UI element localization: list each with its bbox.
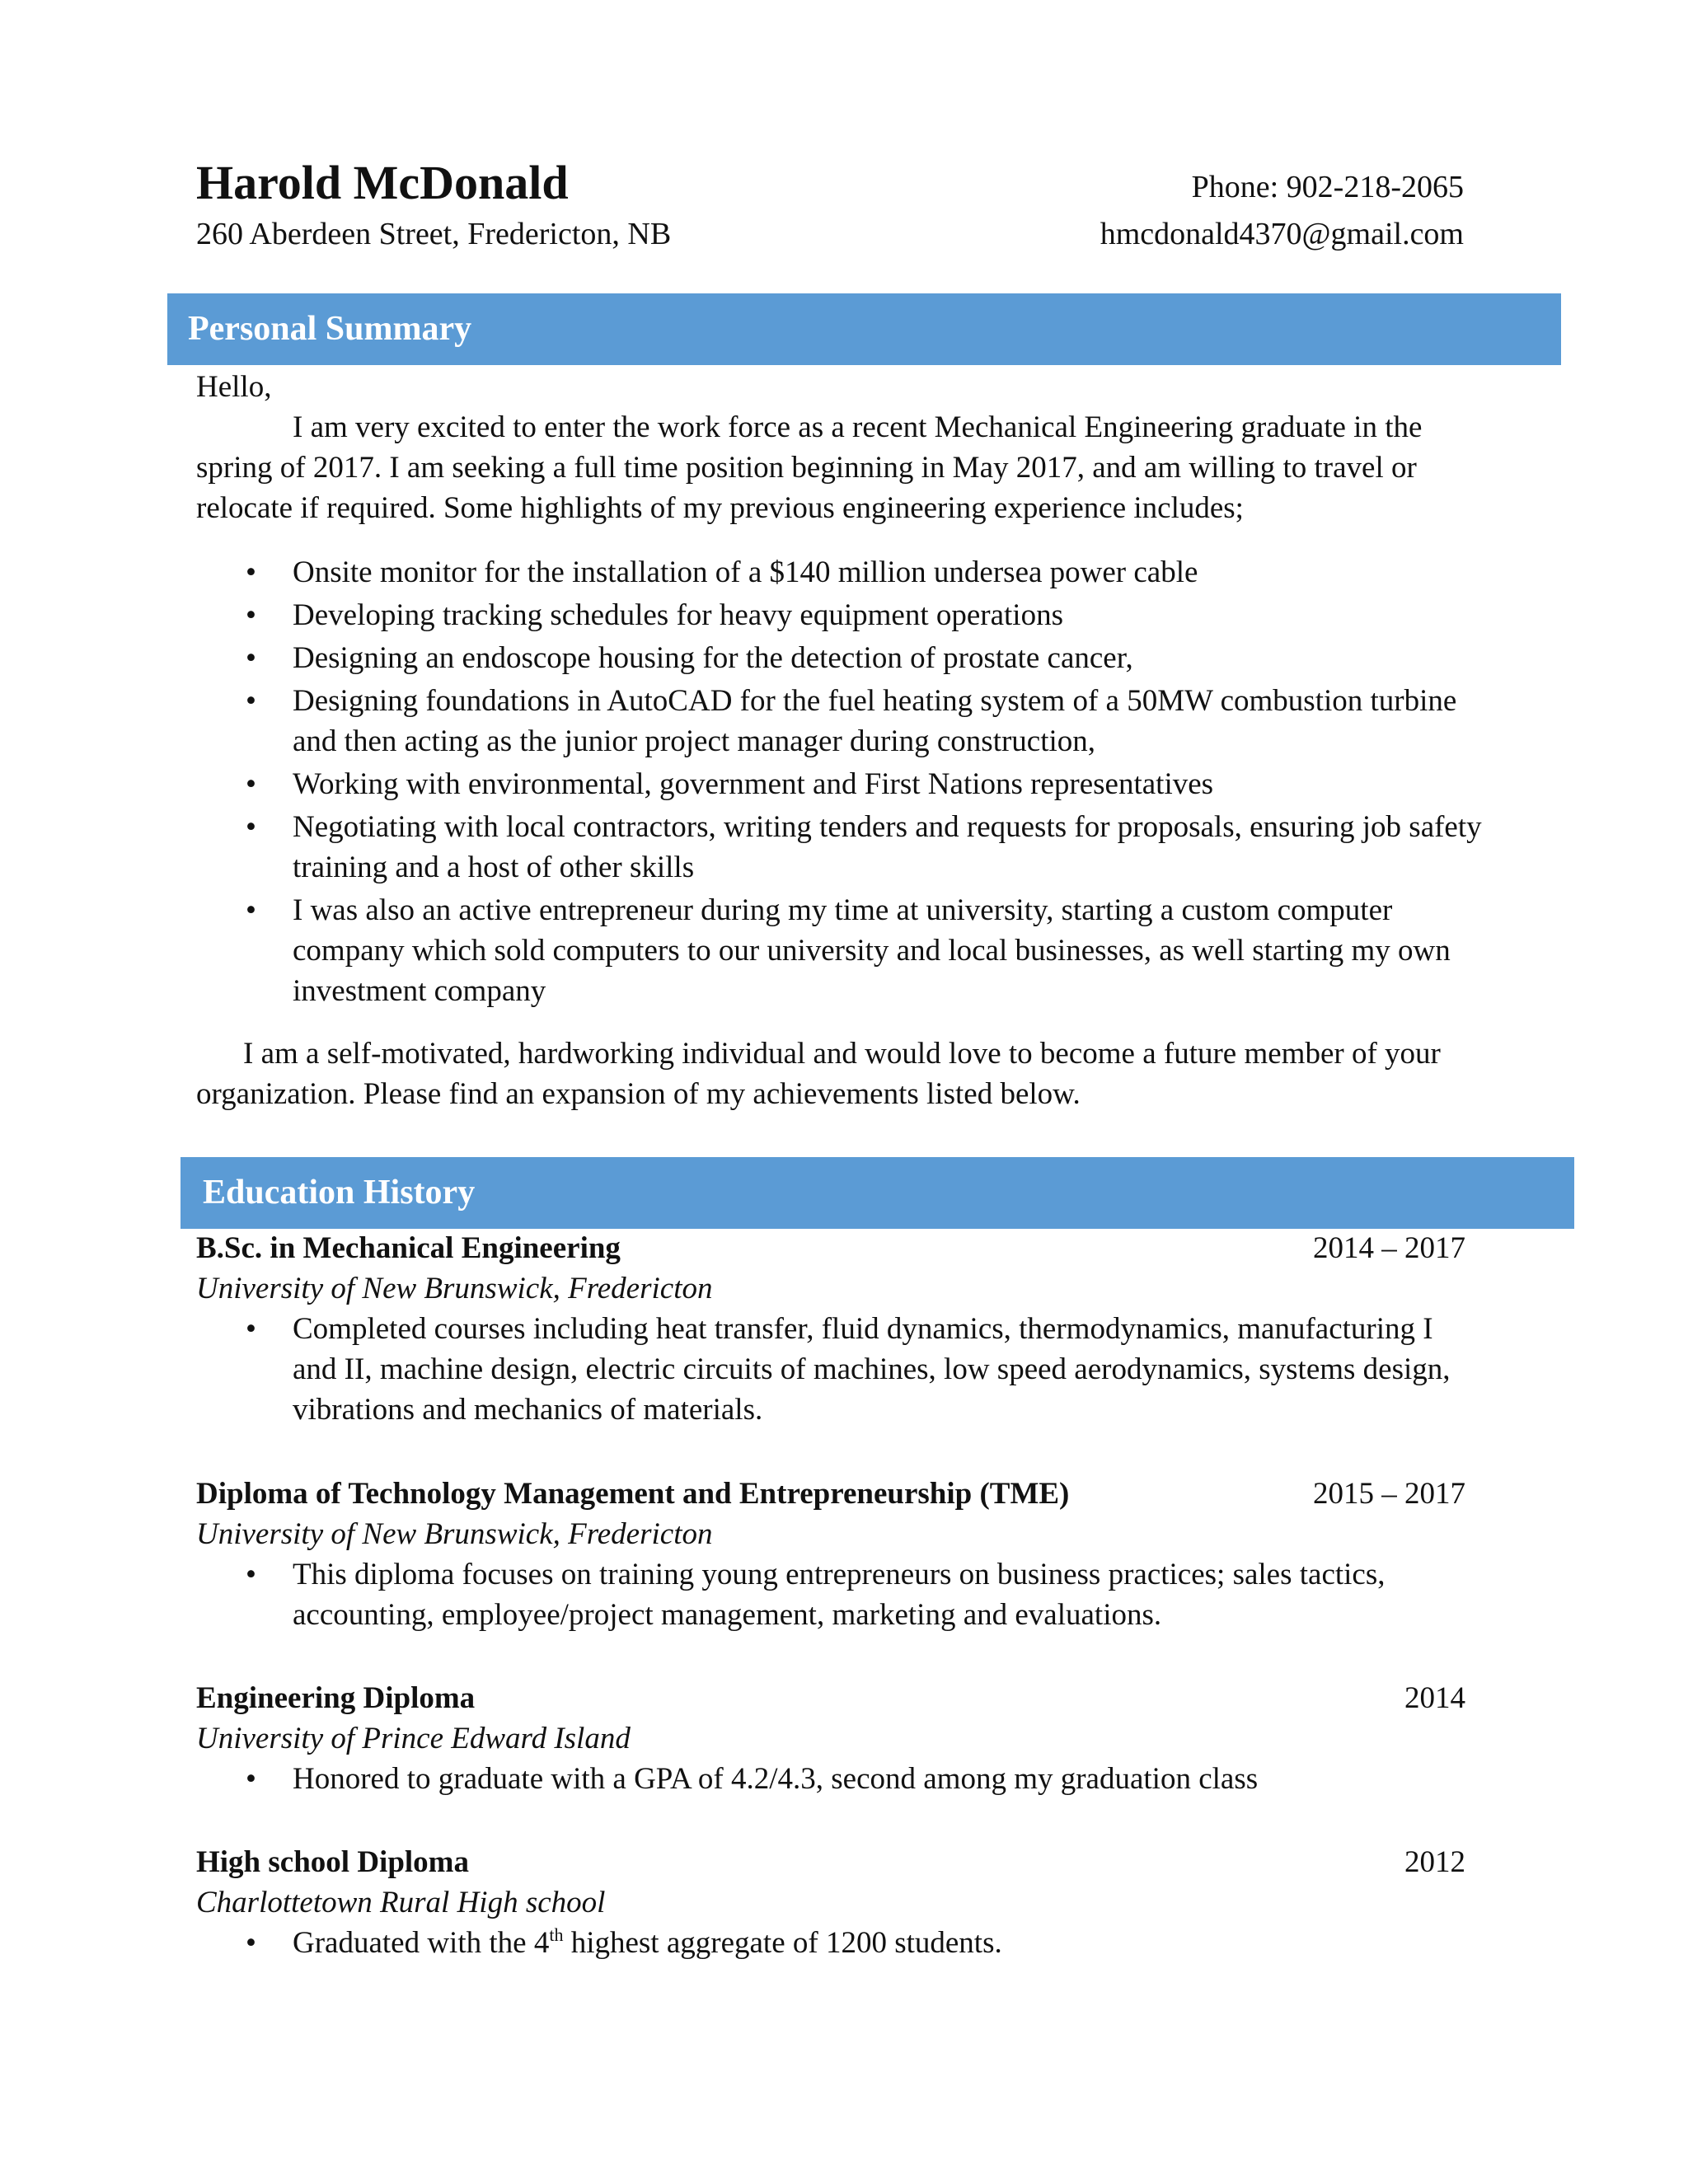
list-item (196, 681, 1482, 762)
candidate-name: Harold McDonald (196, 156, 569, 209)
list-item-text: Designing foundations in AutoCAD for the fuel heating system of a 50MW combustion turbine and then acting as the junior project manager during construction, (293, 684, 1457, 758)
degree-title: Diploma of Technology Management and Entrepreneurship (TME) (196, 1477, 1070, 1511)
list-item-text (293, 1926, 1002, 1960)
list-item (196, 807, 1482, 888)
list-item-text-start: Graduated with the 4 (293, 1926, 550, 1960)
bullet-icon: • (246, 684, 256, 718)
list-item-text: Onsite monitor for the installation of a $140 million undersea power cable (293, 555, 1198, 589)
institution-name: University of New Brunswick, Fredericton (196, 1517, 713, 1551)
institution-name: University of New Brunswick, Fredericton (196, 1272, 713, 1305)
bullet-icon: • (246, 1926, 256, 1960)
list-item (196, 890, 1482, 1011)
list-item (196, 1759, 1465, 1799)
bullet-icon: • (246, 1762, 256, 1796)
summary-intro: I am very excited to enter the work force as a recent Mechanical Engineering graduate in the spring of 2017. I am seeking a full time position beginning in May 2017, and am willing to travel or relocate if required. Some highlights of my previous engineering experience includes; (196, 410, 1423, 525)
degree-years: 2014 – 2017 (1313, 1231, 1465, 1265)
list-item-text: Negotiating with local contractors, writing tenders and requests for proposals, ensuring job safety training and a host of other skills (293, 810, 1482, 884)
institution-name: Charlottetown Rural High school (196, 1886, 606, 1919)
list-item-text: I was also an active entrepreneur during my time at university, starting a custom computer company which sold computers to our university and local businesses, as well starting my own investment company (293, 893, 1451, 1008)
list-item-text: Completed courses including heat transfer, fluid dynamics, thermodynamics, manufacturing I and II, machine design, electric circuits of machines, low speed aerodynamics, systems design, vibrations and mechanics of materials. (293, 1312, 1451, 1427)
degree-years: 2012 (1404, 1845, 1465, 1879)
list-item-text: Honored to graduate with a GPA of 4.2/4.3, second among my graduation class (293, 1762, 1259, 1796)
summary-greeting: Hello, (196, 370, 272, 404)
list-item-text: Designing an endoscope housing for the detection of prostate cancer, (293, 641, 1133, 675)
bullet-icon: • (246, 1558, 256, 1591)
education-details-list (196, 1309, 1465, 1430)
institution-name: University of Prince Edward Island (196, 1722, 631, 1755)
education-details-list (196, 1554, 1465, 1635)
degree-title: Engineering Diploma (196, 1681, 476, 1715)
education-entry (196, 1228, 1465, 1432)
bullet-icon: • (246, 810, 256, 844)
education-entry (196, 1474, 1465, 1638)
email-address: hmcdonald4370@gmail.com (1100, 217, 1464, 251)
list-item (196, 638, 1482, 678)
degree-title: B.Sc. in Mechanical Engineering (196, 1231, 621, 1265)
education-history-heading: Education History (181, 1157, 1574, 1229)
bullet-icon: • (246, 1312, 256, 1346)
education-entry (196, 1678, 1465, 1802)
ordinal-suffix: th (549, 1924, 564, 1945)
home-address: 260 Aberdeen Street, Fredericton, NB (196, 217, 672, 251)
list-item-text-end: highest aggregate of 1200 students. (563, 1926, 1002, 1960)
phone-number: Phone: 902-218-2065 (1191, 170, 1464, 204)
personal-summary-heading: Personal Summary (167, 293, 1561, 365)
bullet-icon: • (246, 555, 256, 589)
education-details-list (196, 1759, 1465, 1799)
list-item-text: Working with environmental, government and First Nations representatives (293, 767, 1214, 801)
list-item (196, 595, 1482, 635)
education-entry (196, 1842, 1465, 1966)
list-item-text: This diploma focuses on training young entrepreneurs on business practices; sales tactics, accounting, employee/project management, marketing and evaluations. (293, 1558, 1386, 1632)
list-item (196, 1309, 1465, 1430)
list-item (196, 1554, 1465, 1635)
list-item (196, 552, 1482, 593)
bullet-icon: • (246, 893, 256, 927)
list-item-text: Developing tracking schedules for heavy equipment operations (293, 598, 1063, 632)
summary-closing: I am a self-motivated, hardworking individual and would love to become a future member of your organization. Please find an expansion of my achievements listed below. (196, 1037, 1441, 1111)
education-details-list (196, 1923, 1465, 1963)
list-item (196, 764, 1482, 804)
degree-years: 2014 (1404, 1681, 1465, 1715)
bullet-icon: • (246, 598, 256, 632)
list-item (196, 1923, 1465, 1963)
bullet-icon: • (246, 641, 256, 675)
summary-highlights-list (196, 552, 1482, 1014)
degree-title: High school Diploma (196, 1845, 469, 1879)
degree-years: 2015 – 2017 (1313, 1477, 1465, 1511)
bullet-icon: • (246, 767, 256, 801)
